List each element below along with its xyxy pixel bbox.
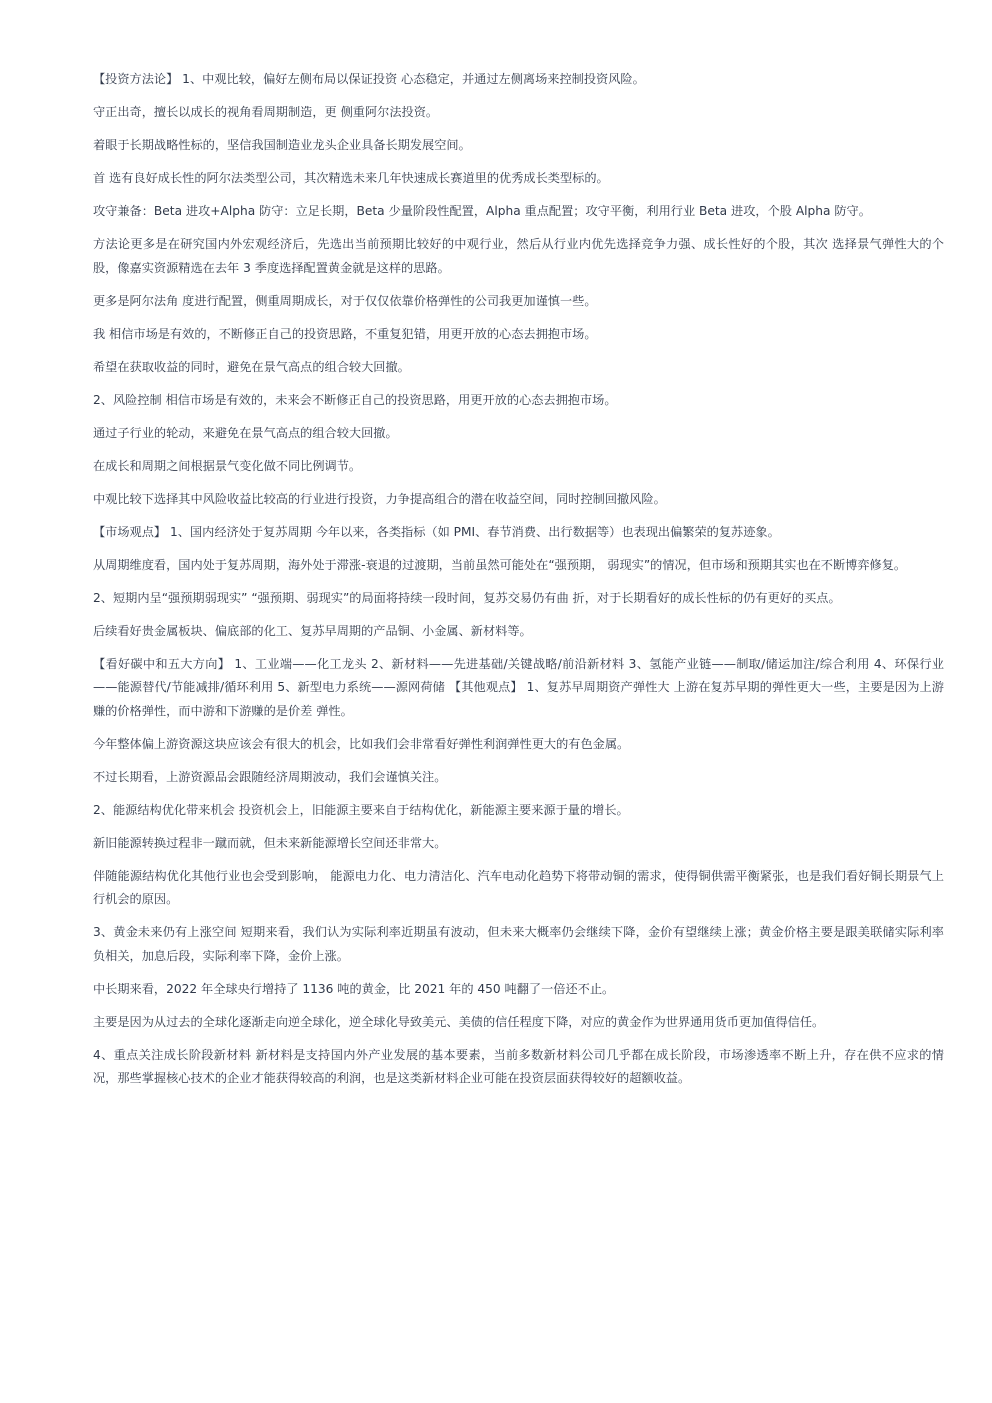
paragraph: 在成长和周期之间根据景气变化做不同比例调节。 xyxy=(93,458,362,473)
paragraph: 攻守兼备：Beta 进攻+Alpha 防守：立足长期，Beta 少量阶段性配置，Alpha 重点配置；攻守平衡，利用行业 Beta 进攻，个股 Alpha 防守。 xyxy=(93,204,871,218)
paragraph-investment-methodology: 【投资方法论】 1、中观比较，偏好左侧布局以保证投资 心态稳定，并通过左侧离场来控制投资风险。 xyxy=(93,72,645,86)
paragraph-new-materials: 4、重点关注成长阶段新材料 新材料是支持国内外产业发展的基本要素，当前多数新材料公司几乎都在成长阶段，市场渗透率不断上升，存在供不应求的情况，那些掌握核心技术的企业才能获得较高的利润，也是这类新材料企业可能在投资层面获得较好的超额收益。 xyxy=(93,1047,944,1085)
paragraph: 中长期来看，2022 年全球央行增持了 1136 吨的黄金，比 2021 年的 450 吨翻了一倍还不止。 xyxy=(93,981,615,996)
paragraph-carbon-neutral-directions: 【看好碳中和五大方向】 1、工业端——化工龙头 2、新材料——先进基础/关键战略/前沿新材料 3、氢能产业链——制取/储运加注/综合利用 4、环保行业——能源替代/节能减排/循环利用 5、新型电力系统——源网荷储 【其他观点】 1、复苏早周期资产弹性大 上游在复苏早期的弹性更大一些，主要是因为上游赚的价格弹性，而中游和下游赚的是价差 弹性。 xyxy=(93,656,944,718)
paragraph: 伴随能源结构优化其他行业也会受到影响， 能源电力化、电力清洁化、汽车电动化趋势下将带动铜的需求，使得铜供需平衡紧张，也是我们看好铜长期景气上行机会的原因。 xyxy=(93,868,944,906)
paragraph: 2、短期内呈“强预期弱现实” “强预期、弱现实”的局面将持续一段时间，复苏交易仍有曲 折，对于长期看好的成长性标的仍有更好的买点。 xyxy=(93,590,841,605)
paragraph: 着眼于长期战略性标的，坚信我国制造业龙头企业具备长期发展空间。 xyxy=(93,138,471,152)
paragraph: 主要是因为从过去的全球化逐渐走向逆全球化，逆全球化导致美元、美债的信任程度下降，对应的黄金作为世界通用货币更加值得信任。 xyxy=(93,1014,825,1029)
paragraph: 我 相信市场是有效的，不断修正自己的投资思路，不重复犯错，用更开放的心态去拥抱市场。 xyxy=(93,326,597,341)
paragraph: 今年整体偏上游资源这块应该会有很大的机会，比如我们会非常看好弹性利润弹性更大的有色金属。 xyxy=(93,736,630,751)
document-body xyxy=(93,68,944,1100)
paragraph: 新旧能源转换过程非一蹴而就，但未来新能源增长空间还非常大。 xyxy=(93,835,447,850)
paragraph: 从周期维度看，国内处于复苏周期，海外处于滞涨-衰退的过渡期，当前虽然可能处在“强预期， 弱现实”的情况，但市场和预期其实也在不断博弈修复。 xyxy=(93,557,907,572)
paragraph-market-view: 【市场观点】 1、国内经济处于复苏周期 今年以来，各类指标（如 PMI、春节消费、出行数据等）也表现出偏繁荣的复苏迹象。 xyxy=(93,524,780,539)
paragraph: 希望在获取收益的同时，避免在景气高点的组合较大回撤。 xyxy=(93,359,410,374)
paragraph: 守正出奇，擅长以成长的视角看周期制造，更 侧重阿尔法投资。 xyxy=(93,105,439,119)
paragraph: 首 选有良好成长性的阿尔法类型公司，其次精选未来几年快速成长赛道里的优秀成长类型标的。 xyxy=(93,171,609,185)
paragraph: 不过长期看，上游资源品会跟随经济周期波动，我们会谨慎关注。 xyxy=(93,769,447,784)
paragraph: 后续看好贵金属板块、偏底部的化工、复苏早周期的产品铜、小金属、新材料等。 xyxy=(93,623,532,638)
paragraph: 通过子行业的轮动，来避免在景气高点的组合较大回撤。 xyxy=(93,425,398,440)
paragraph: 方法论更多是在研究国内外宏观经济后，先选出当前预期比较好的中观行业，然后从行业内优先选择竞争力强、成长性好的个股，其次 选择景气弹性大的个股，像嘉实资源精选在去年 3 季度选择配置黄金就是这样的思路。 xyxy=(93,237,944,275)
paragraph: 中观比较下选择其中风险收益比较高的行业进行投资，力争提高组合的潜在收益空间，同时控制回撤风险。 xyxy=(93,491,666,506)
paragraph-gold-outlook: 3、黄金未来仍有上涨空间 短期来看，我们认为实际利率近期虽有波动，但未来大概率仍会继续下降，金价有望继续上涨；黄金价格主要是跟美联储实际利率负相关，加息后段，实际利率下降，金价上涨。 xyxy=(93,925,944,963)
paragraph: 更多是阿尔法角 度进行配置，侧重周期成长，对于仅仅依靠价格弹性的公司我更加谨慎一些。 xyxy=(93,293,597,308)
paragraph-energy-structure: 2、能源结构优化带来机会 投资机会上，旧能源主要来自于结构优化，新能源主要来源于量的增长。 xyxy=(93,802,629,817)
paragraph-risk-control: 2、风险控制 相信市场是有效的，未来会不断修正自己的投资思路，用更开放的心态去拥抱市场。 xyxy=(93,392,617,407)
